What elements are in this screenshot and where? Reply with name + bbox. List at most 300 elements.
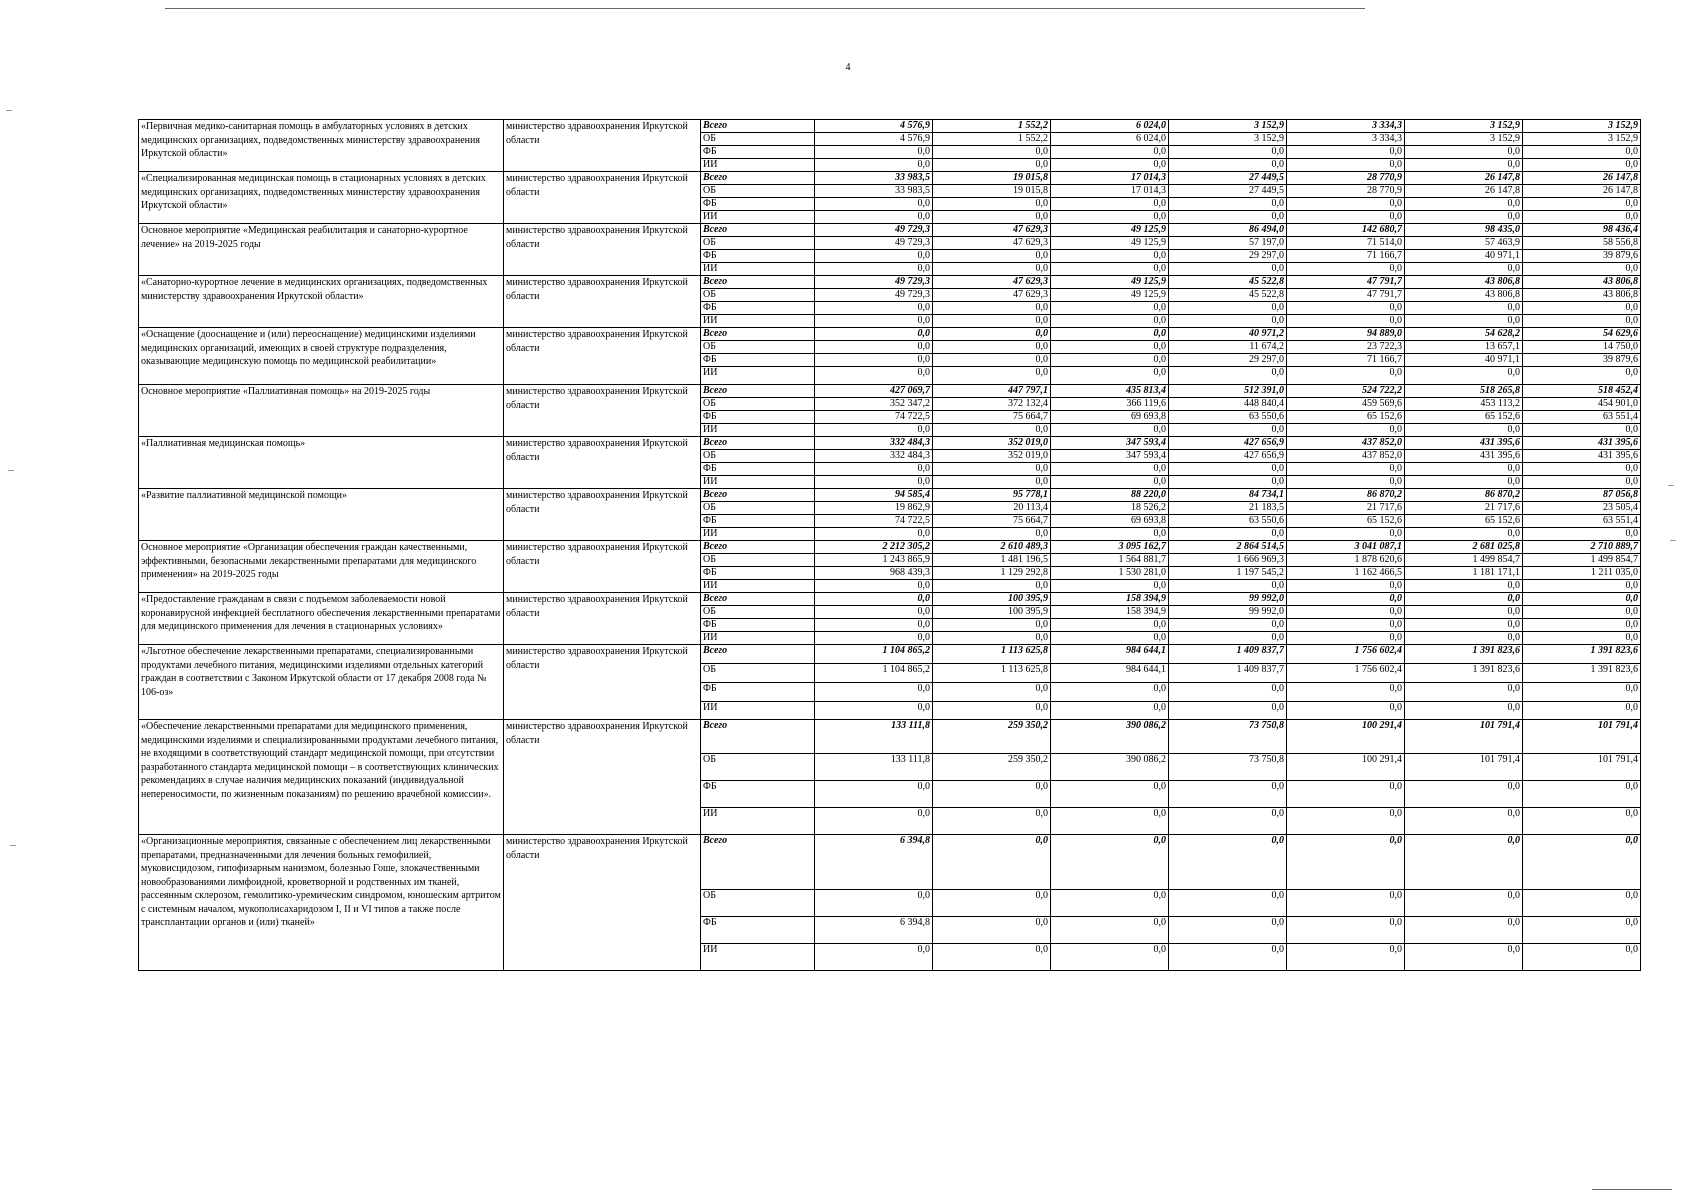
amount-cell: 0,0: [1405, 198, 1523, 211]
funding-source-cell: ИИ: [701, 367, 815, 385]
amount-cell: 0,0: [1051, 424, 1169, 437]
amount-cell: 0,0: [815, 944, 933, 971]
amount-cell: 33 983,5: [815, 172, 933, 185]
amount-cell: 69 693,8: [1051, 411, 1169, 424]
funding-source-cell: Всего: [701, 276, 815, 289]
amount-cell: 0,0: [1287, 528, 1405, 541]
amount-cell: 0,0: [1169, 781, 1287, 808]
amount-cell: 0,0: [1051, 315, 1169, 328]
amount-cell: 49 729,3: [815, 276, 933, 289]
amount-cell: 0,0: [1523, 424, 1641, 437]
amount-cell: 0,0: [815, 250, 933, 263]
amount-cell: 3 095 162,7: [1051, 541, 1169, 554]
amount-cell: 0,0: [1169, 302, 1287, 315]
amount-cell: 0,0: [1051, 890, 1169, 917]
amount-cell: 0,0: [1405, 463, 1523, 476]
amount-cell: 6 394,8: [815, 835, 933, 890]
amount-cell: 1 197 545,2: [1169, 567, 1287, 580]
amount-cell: 0,0: [1287, 198, 1405, 211]
amount-cell: 0,0: [1287, 146, 1405, 159]
funding-source-cell: ОБ: [701, 237, 815, 250]
amount-cell: 0,0: [815, 463, 933, 476]
budget-table: [138, 119, 1641, 971]
amount-cell: 69 693,8: [1051, 515, 1169, 528]
amount-cell: 453 113,2: [1405, 398, 1523, 411]
amount-cell: 0,0: [1169, 159, 1287, 172]
amount-cell: 73 750,8: [1169, 720, 1287, 754]
amount-cell: 47 629,3: [933, 237, 1051, 250]
amount-cell: 71 166,7: [1287, 354, 1405, 367]
amount-cell: 0,0: [1169, 198, 1287, 211]
scan-edge-line-bottom: [1592, 1189, 1672, 1190]
table-row: [139, 437, 1641, 450]
amount-cell: 0,0: [1523, 463, 1641, 476]
amount-cell: 74 722,5: [815, 411, 933, 424]
amount-cell: 45 522,8: [1169, 276, 1287, 289]
amount-cell: 0,0: [1405, 808, 1523, 835]
amount-cell: 94 585,4: [815, 489, 933, 502]
amount-cell: 0,0: [1287, 424, 1405, 437]
amount-cell: 0,0: [933, 476, 1051, 489]
amount-cell: 352 347,2: [815, 398, 933, 411]
amount-cell: 512 391,0: [1169, 385, 1287, 398]
amount-cell: 0,0: [1287, 808, 1405, 835]
amount-cell: 0,0: [1523, 302, 1641, 315]
amount-cell: 0,0: [1405, 263, 1523, 276]
amount-cell: 0,0: [933, 159, 1051, 172]
table-row: [139, 645, 1641, 664]
amount-cell: 101 791,4: [1405, 720, 1523, 754]
amount-cell: 39 879,6: [1523, 250, 1641, 263]
table-row: [139, 541, 1641, 554]
event-name-cell: «Паллиативная медицинская помощь»: [139, 437, 504, 489]
amount-cell: 101 791,4: [1405, 754, 1523, 781]
amount-cell: 49 125,9: [1051, 276, 1169, 289]
executor-cell: министерство здравоохранения Иркутской области: [504, 385, 701, 437]
amount-cell: 0,0: [1051, 211, 1169, 224]
amount-cell: 40 971,1: [1405, 354, 1523, 367]
executor-cell: министерство здравоохранения Иркутской области: [504, 224, 701, 276]
amount-cell: 524 722,2: [1287, 385, 1405, 398]
amount-cell: 2 610 489,3: [933, 541, 1051, 554]
amount-cell: 1 113 625,8: [933, 645, 1051, 664]
amount-cell: 0,0: [933, 890, 1051, 917]
amount-cell: 47 791,7: [1287, 276, 1405, 289]
amount-cell: 0,0: [1287, 606, 1405, 619]
amount-cell: 0,0: [1051, 528, 1169, 541]
funding-source-cell: ФБ: [701, 683, 815, 702]
amount-cell: 1 129 292,8: [933, 567, 1051, 580]
amount-cell: 47 629,3: [933, 289, 1051, 302]
amount-cell: 0,0: [933, 367, 1051, 385]
amount-cell: 984 644,1: [1051, 664, 1169, 683]
amount-cell: 0,0: [1051, 476, 1169, 489]
funding-source-cell: ФБ: [701, 463, 815, 476]
amount-cell: 0,0: [1523, 632, 1641, 645]
amount-cell: 65 152,6: [1287, 515, 1405, 528]
amount-cell: 0,0: [1287, 367, 1405, 385]
funding-source-cell: ФБ: [701, 917, 815, 944]
funding-source-cell: ОБ: [701, 289, 815, 302]
amount-cell: 0,0: [1169, 917, 1287, 944]
scan-speck: [1668, 485, 1674, 486]
amount-cell: 0,0: [933, 146, 1051, 159]
funding-source-cell: Всего: [701, 385, 815, 398]
event-name-cell: «Первичная медико-санитарная помощь в амбулаторных условиях в детских медицинских организациях, подведомственных министерству здравоохранения Иркутской области»: [139, 120, 504, 172]
amount-cell: 40 971,1: [1405, 250, 1523, 263]
amount-cell: 1 211 035,0: [1523, 567, 1641, 580]
amount-cell: 0,0: [1523, 315, 1641, 328]
amount-cell: 0,0: [1523, 702, 1641, 720]
funding-source-cell: Всего: [701, 120, 815, 133]
amount-cell: 0,0: [1287, 619, 1405, 632]
amount-cell: 1 756 602,4: [1287, 645, 1405, 664]
amount-cell: 0,0: [1287, 683, 1405, 702]
amount-cell: 0,0: [1287, 580, 1405, 593]
executor-cell: министерство здравоохранения Иркутской области: [504, 172, 701, 224]
amount-cell: 100 395,9: [933, 593, 1051, 606]
amount-cell: 0,0: [815, 263, 933, 276]
amount-cell: 0,0: [1405, 424, 1523, 437]
amount-cell: 0,0: [933, 263, 1051, 276]
amount-cell: 0,0: [1405, 702, 1523, 720]
amount-cell: 3 152,9: [1169, 120, 1287, 133]
amount-cell: 0,0: [933, 808, 1051, 835]
amount-cell: 133 111,8: [815, 754, 933, 781]
amount-cell: 0,0: [1169, 890, 1287, 917]
amount-cell: 4 576,9: [815, 120, 933, 133]
event-name-cell: «Предоставление гражданам в связи с подъемом заболеваемости новой коронавирусной инфекцией бесплатного обеспечения лекарственными препаратами для медицинского применения для лечения в стационарных условиях»: [139, 593, 504, 645]
amount-cell: 3 334,3: [1287, 133, 1405, 146]
amount-cell: 0,0: [815, 619, 933, 632]
amount-cell: 0,0: [933, 211, 1051, 224]
amount-cell: 332 484,3: [815, 437, 933, 450]
amount-cell: 3 152,9: [1405, 120, 1523, 133]
amount-cell: 3 152,9: [1523, 120, 1641, 133]
amount-cell: 19 015,8: [933, 172, 1051, 185]
amount-cell: 332 484,3: [815, 450, 933, 463]
amount-cell: 71 166,7: [1287, 250, 1405, 263]
amount-cell: 28 770,9: [1287, 172, 1405, 185]
executor-cell: министерство здравоохранения Иркутской области: [504, 541, 701, 593]
amount-cell: 86 494,0: [1169, 224, 1287, 237]
amount-cell: 1 104 865,2: [815, 645, 933, 664]
amount-cell: 0,0: [1405, 580, 1523, 593]
amount-cell: 17 014,3: [1051, 172, 1169, 185]
amount-cell: 23 505,4: [1523, 502, 1641, 515]
amount-cell: 0,0: [1287, 302, 1405, 315]
scan-speck: [8, 470, 14, 471]
table-row: [139, 224, 1641, 237]
amount-cell: 0,0: [933, 250, 1051, 263]
amount-cell: 1 530 281,0: [1051, 567, 1169, 580]
amount-cell: 0,0: [1287, 632, 1405, 645]
amount-cell: 0,0: [815, 367, 933, 385]
amount-cell: 17 014,3: [1051, 185, 1169, 198]
amount-cell: 6 394,8: [815, 917, 933, 944]
amount-cell: 0,0: [1523, 606, 1641, 619]
amount-cell: 0,0: [815, 808, 933, 835]
amount-cell: 0,0: [1051, 683, 1169, 702]
amount-cell: 0,0: [1405, 890, 1523, 917]
amount-cell: 99 992,0: [1169, 606, 1287, 619]
executor-cell: министерство здравоохранения Иркутской области: [504, 720, 701, 835]
amount-cell: 0,0: [1405, 835, 1523, 890]
amount-cell: 0,0: [1287, 476, 1405, 489]
amount-cell: 518 452,4: [1523, 385, 1641, 398]
amount-cell: 0,0: [815, 341, 933, 354]
amount-cell: 427 069,7: [815, 385, 933, 398]
amount-cell: 0,0: [815, 890, 933, 917]
amount-cell: 3 152,9: [1169, 133, 1287, 146]
amount-cell: 0,0: [1169, 835, 1287, 890]
funding-source-cell: ИИ: [701, 702, 815, 720]
funding-source-cell: ФБ: [701, 781, 815, 808]
amount-cell: 352 019,0: [933, 450, 1051, 463]
amount-cell: 0,0: [1405, 476, 1523, 489]
amount-cell: 19 862,9: [815, 502, 933, 515]
amount-cell: 1 181 171,1: [1405, 567, 1523, 580]
amount-cell: 74 722,5: [815, 515, 933, 528]
table-row: [139, 385, 1641, 398]
scan-edge-line-top: [165, 8, 1365, 9]
amount-cell: 0,0: [1405, 528, 1523, 541]
table-row: [139, 593, 1641, 606]
amount-cell: 0,0: [1287, 917, 1405, 944]
amount-cell: 0,0: [815, 315, 933, 328]
amount-cell: 448 840,4: [1169, 398, 1287, 411]
amount-cell: 259 350,2: [933, 754, 1051, 781]
amount-cell: 45 522,8: [1169, 289, 1287, 302]
amount-cell: 65 152,6: [1405, 515, 1523, 528]
amount-cell: 0,0: [1405, 781, 1523, 808]
funding-source-cell: ОБ: [701, 664, 815, 683]
amount-cell: 0,0: [1169, 944, 1287, 971]
page-number: 4: [845, 62, 851, 73]
event-name-cell: Основное мероприятие «Организация обеспечения граждан качественными, эффективными, безопасными лекарственными препаратами для медицинского применения» на 2019-2025 годы: [139, 541, 504, 593]
amount-cell: 0,0: [933, 781, 1051, 808]
executor-cell: министерство здравоохранения Иркутской области: [504, 276, 701, 328]
amount-cell: 63 550,6: [1169, 515, 1287, 528]
amount-cell: 3 041 087,1: [1287, 541, 1405, 554]
funding-source-cell: Всего: [701, 489, 815, 502]
amount-cell: 49 729,3: [815, 289, 933, 302]
amount-cell: 0,0: [815, 528, 933, 541]
amount-cell: 0,0: [933, 328, 1051, 341]
amount-cell: 0,0: [1523, 367, 1641, 385]
amount-cell: 0,0: [933, 683, 1051, 702]
amount-cell: 33 983,5: [815, 185, 933, 198]
amount-cell: 1 391 823,6: [1405, 645, 1523, 664]
amount-cell: 0,0: [1523, 619, 1641, 632]
amount-cell: 347 593,4: [1051, 450, 1169, 463]
amount-cell: 0,0: [1287, 890, 1405, 917]
amount-cell: 71 514,0: [1287, 237, 1405, 250]
amount-cell: 0,0: [1051, 341, 1169, 354]
amount-cell: 0,0: [815, 683, 933, 702]
amount-cell: 0,0: [1405, 606, 1523, 619]
scan-speck: [1670, 540, 1676, 541]
amount-cell: 0,0: [1287, 463, 1405, 476]
amount-cell: 0,0: [1051, 781, 1169, 808]
executor-cell: министерство здравоохранения Иркутской области: [504, 328, 701, 385]
amount-cell: 99 992,0: [1169, 593, 1287, 606]
funding-source-cell: Всего: [701, 437, 815, 450]
amount-cell: 63 551,4: [1523, 515, 1641, 528]
amount-cell: 0,0: [1523, 683, 1641, 702]
amount-cell: 0,0: [1405, 159, 1523, 172]
amount-cell: 3 334,3: [1287, 120, 1405, 133]
amount-cell: 390 086,2: [1051, 720, 1169, 754]
amount-cell: 0,0: [1405, 619, 1523, 632]
amount-cell: 0,0: [933, 702, 1051, 720]
amount-cell: 0,0: [1287, 835, 1405, 890]
amount-cell: 86 870,2: [1405, 489, 1523, 502]
amount-cell: 431 395,6: [1405, 450, 1523, 463]
amount-cell: 437 852,0: [1287, 437, 1405, 450]
amount-cell: 447 797,1: [933, 385, 1051, 398]
amount-cell: 0,0: [1051, 463, 1169, 476]
amount-cell: 259 350,2: [933, 720, 1051, 754]
amount-cell: 57 197,0: [1169, 237, 1287, 250]
executor-cell: министерство здравоохранения Иркутской области: [504, 593, 701, 645]
amount-cell: 0,0: [1405, 632, 1523, 645]
amount-cell: 0,0: [1051, 354, 1169, 367]
funding-source-cell: Всего: [701, 593, 815, 606]
amount-cell: 63 550,6: [1169, 411, 1287, 424]
amount-cell: 0,0: [1051, 328, 1169, 341]
amount-cell: 0,0: [1169, 702, 1287, 720]
amount-cell: 427 656,9: [1169, 437, 1287, 450]
amount-cell: 54 629,6: [1523, 328, 1641, 341]
amount-cell: 133 111,8: [815, 720, 933, 754]
amount-cell: 47 629,3: [933, 276, 1051, 289]
amount-cell: 6 024,0: [1051, 120, 1169, 133]
amount-cell: 58 556,8: [1523, 237, 1641, 250]
executor-cell: министерство здравоохранения Иркутской области: [504, 645, 701, 720]
funding-source-cell: ИИ: [701, 944, 815, 971]
table-row: [139, 172, 1641, 185]
amount-cell: 98 436,4: [1523, 224, 1641, 237]
amount-cell: 0,0: [1523, 944, 1641, 971]
amount-cell: 3 152,9: [1523, 133, 1641, 146]
amount-cell: 43 806,8: [1523, 289, 1641, 302]
event-name-cell: «Санаторно-курортное лечение в медицинских организациях, подведомственных министерству здравоохранения Иркутской области»: [139, 276, 504, 328]
amount-cell: 26 147,8: [1523, 185, 1641, 198]
funding-source-cell: ОБ: [701, 133, 815, 146]
amount-cell: 0,0: [1523, 593, 1641, 606]
amount-cell: 39 879,6: [1523, 354, 1641, 367]
amount-cell: 49 125,9: [1051, 224, 1169, 237]
amount-cell: 2 864 514,5: [1169, 541, 1287, 554]
amount-cell: 0,0: [933, 528, 1051, 541]
amount-cell: 0,0: [1523, 835, 1641, 890]
amount-cell: 14 750,0: [1523, 341, 1641, 354]
table-row: [139, 720, 1641, 754]
amount-cell: 0,0: [1523, 781, 1641, 808]
amount-cell: 0,0: [933, 198, 1051, 211]
amount-cell: 101 791,4: [1523, 754, 1641, 781]
amount-cell: 49 729,3: [815, 224, 933, 237]
amount-cell: 0,0: [933, 341, 1051, 354]
amount-cell: 0,0: [933, 580, 1051, 593]
amount-cell: 27 449,5: [1169, 185, 1287, 198]
funding-source-cell: Всего: [701, 172, 815, 185]
amount-cell: 427 656,9: [1169, 450, 1287, 463]
funding-source-cell: ИИ: [701, 263, 815, 276]
amount-cell: 0,0: [1169, 263, 1287, 276]
executor-cell: министерство здравоохранения Иркутской области: [504, 489, 701, 541]
funding-source-cell: ОБ: [701, 450, 815, 463]
amount-cell: 100 395,9: [933, 606, 1051, 619]
amount-cell: 0,0: [1523, 159, 1641, 172]
amount-cell: 437 852,0: [1287, 450, 1405, 463]
amount-cell: 57 463,9: [1405, 237, 1523, 250]
amount-cell: 0,0: [1169, 476, 1287, 489]
amount-cell: 21 183,5: [1169, 502, 1287, 515]
amount-cell: 1 552,2: [933, 133, 1051, 146]
amount-cell: 0,0: [1523, 211, 1641, 224]
amount-cell: 0,0: [1169, 619, 1287, 632]
event-name-cell: Основное мероприятие «Медицинская реабилитация и санаторно-курортное лечение» на 2019-2025 годы: [139, 224, 504, 276]
amount-cell: 0,0: [1051, 159, 1169, 172]
amount-cell: 86 870,2: [1287, 489, 1405, 502]
amount-cell: 0,0: [1287, 263, 1405, 276]
amount-cell: 0,0: [1405, 315, 1523, 328]
amount-cell: 0,0: [1169, 632, 1287, 645]
amount-cell: 1 391 823,6: [1523, 645, 1641, 664]
amount-cell: 18 526,2: [1051, 502, 1169, 515]
table-row: [139, 120, 1641, 133]
amount-cell: 0,0: [1169, 146, 1287, 159]
amount-cell: 0,0: [1169, 683, 1287, 702]
amount-cell: 26 147,8: [1523, 172, 1641, 185]
funding-source-cell: ИИ: [701, 315, 815, 328]
amount-cell: 0,0: [815, 159, 933, 172]
amount-cell: 1 666 969,3: [1169, 554, 1287, 567]
funding-source-cell: ИИ: [701, 476, 815, 489]
amount-cell: 0,0: [1051, 198, 1169, 211]
funding-source-cell: ФБ: [701, 198, 815, 211]
amount-cell: 28 770,9: [1287, 185, 1405, 198]
amount-cell: 0,0: [933, 619, 1051, 632]
amount-cell: 20 113,4: [933, 502, 1051, 515]
amount-cell: 1 481 196,5: [933, 554, 1051, 567]
amount-cell: 0,0: [933, 835, 1051, 890]
amount-cell: 0,0: [1051, 302, 1169, 315]
amount-cell: 0,0: [815, 632, 933, 645]
amount-cell: 47 791,7: [1287, 289, 1405, 302]
table-row: [139, 328, 1641, 341]
funding-source-cell: ОБ: [701, 890, 815, 917]
amount-cell: 0,0: [933, 944, 1051, 971]
amount-cell: 0,0: [815, 302, 933, 315]
funding-source-cell: Всего: [701, 224, 815, 237]
amount-cell: 0,0: [1169, 424, 1287, 437]
amount-cell: 0,0: [1051, 835, 1169, 890]
amount-cell: 0,0: [815, 424, 933, 437]
amount-cell: 84 734,1: [1169, 489, 1287, 502]
amount-cell: 26 147,8: [1405, 185, 1523, 198]
amount-cell: 968 439,3: [815, 567, 933, 580]
amount-cell: 4 576,9: [815, 133, 933, 146]
amount-cell: 0,0: [1169, 463, 1287, 476]
amount-cell: 26 147,8: [1405, 172, 1523, 185]
event-name-cell: «Обеспечение лекарственными препаратами для медицинского применения, медицинскими изделиями и специализированными продуктами лечебного питания, не входящими в соответствующий стандарт медицинской помощи, при отсутствии разработанного стандарта медицинской помощи – в соответствующих клинических рекомендациях в случае наличия медицинских показаний (индивидуальной непереносимости, по жизненным показаниям) по решению врачебной комиссии».: [139, 720, 504, 835]
funding-source-cell: Всего: [701, 541, 815, 554]
amount-cell: 352 019,0: [933, 437, 1051, 450]
amount-cell: 13 657,1: [1405, 341, 1523, 354]
